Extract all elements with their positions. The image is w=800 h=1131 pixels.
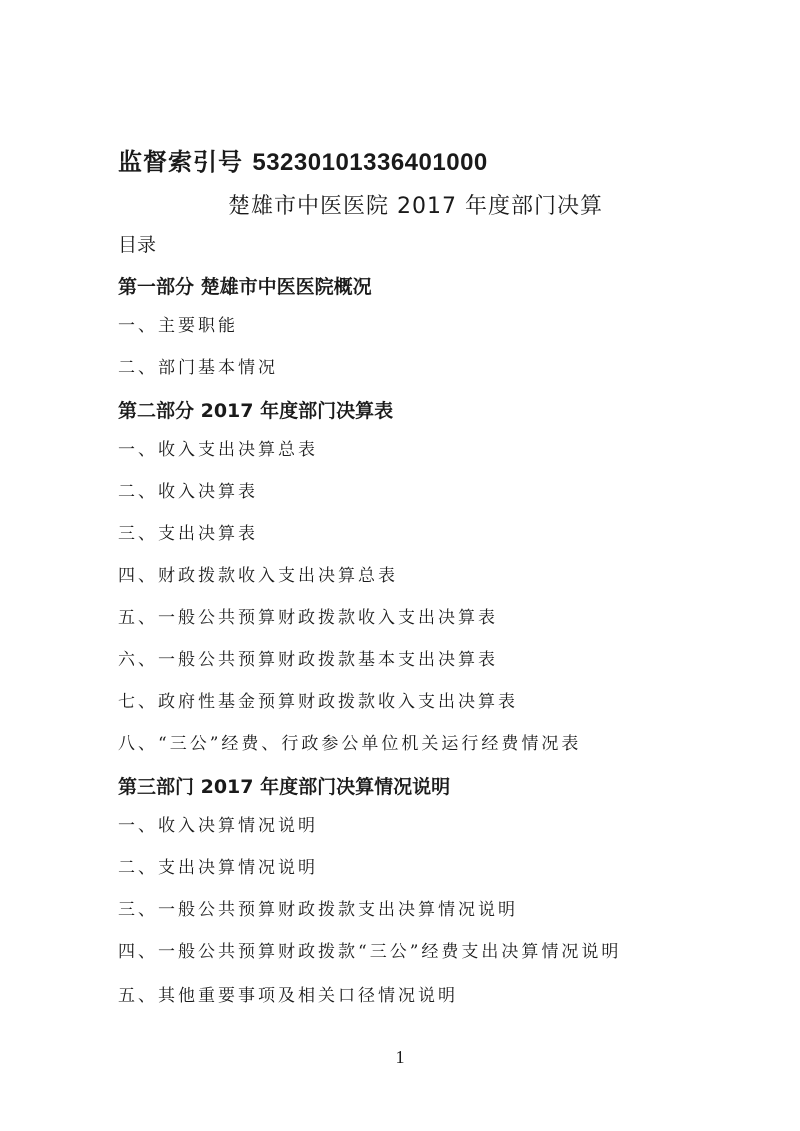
toc-item: 一、收入支出决算总表 xyxy=(118,440,318,460)
toc-item: 五、其他重要事项及相关口径情况说明 xyxy=(118,986,458,1006)
toc-item: 一、收入决算情况说明 xyxy=(118,816,318,836)
page-number: 1 xyxy=(395,1047,405,1067)
toc-item: 一、主要职能 xyxy=(118,316,238,336)
toc-part-2-heading: 第二部分 2017 年度部门决算表 xyxy=(118,400,394,422)
toc-item: 二、收入决算表 xyxy=(118,482,258,502)
toc-item: 四、一般公共预算财政拨款“三公”经费支出决算情况说明 xyxy=(118,942,622,962)
toc-part-3-heading: 第三部门 2017 年度部门决算情况说明 xyxy=(118,776,451,798)
document-title: 楚雄市中医医院 2017 年度部门决算 xyxy=(228,194,603,219)
toc-item: 三、一般公共预算财政拨款支出决算情况说明 xyxy=(118,900,518,920)
toc-item: 六、一般公共预算财政拨款基本支出决算表 xyxy=(118,650,498,670)
index-code: 53230101336401000 xyxy=(252,149,488,176)
toc-item: 八、“三公”经费、行政参公单位机关运行经费情况表 xyxy=(118,734,582,754)
toc-item: 五、一般公共预算财政拨款收入支出决算表 xyxy=(118,608,498,628)
toc-item: 二、支出决算情况说明 xyxy=(118,858,318,878)
toc-part-1-heading: 第一部分 楚雄市中医医院概况 xyxy=(118,276,372,298)
toc-item: 七、政府性基金预算财政拨款收入支出决算表 xyxy=(118,692,518,712)
index-label: 监督索引号 xyxy=(118,148,243,176)
toc-title: 目录 xyxy=(118,234,157,256)
toc-item: 四、财政拨款收入支出决算总表 xyxy=(118,566,398,586)
supervision-index xyxy=(118,150,488,175)
toc-item: 三、支出决算表 xyxy=(118,524,258,544)
toc-item: 二、部门基本情况 xyxy=(118,358,278,378)
